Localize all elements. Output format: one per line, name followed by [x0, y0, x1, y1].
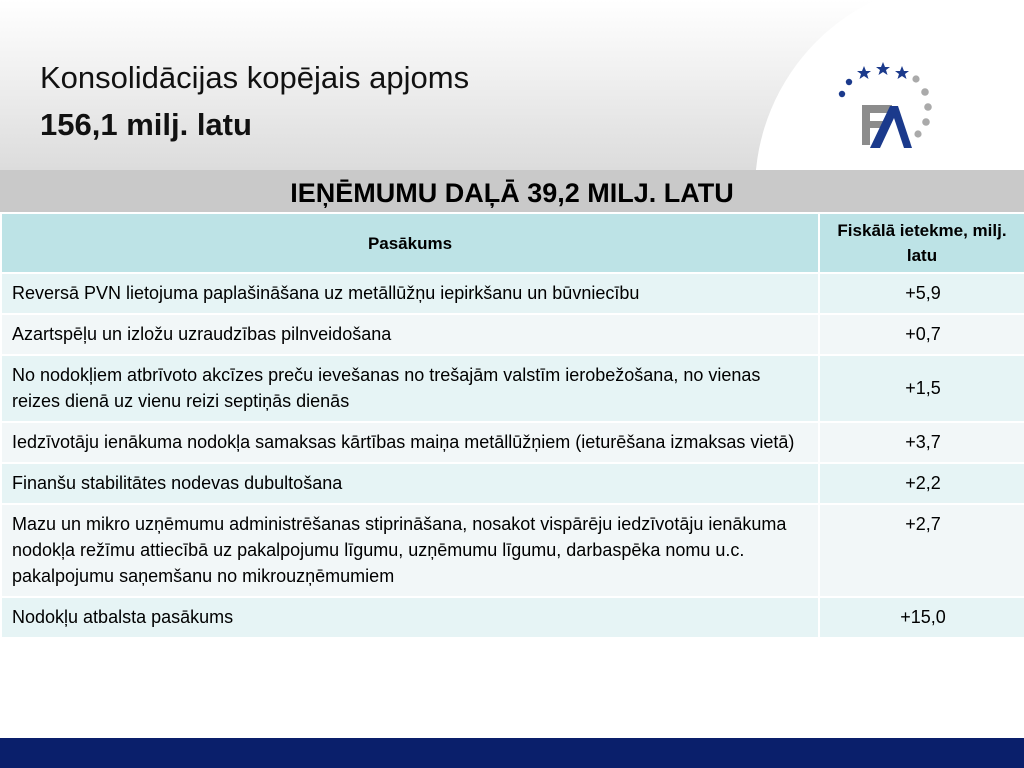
table-row: [1, 422, 1024, 463]
fm-logo-icon: [830, 58, 940, 158]
measure-cell: Azartspēļu un izložu uzraudzības pilnveidošana: [1, 314, 819, 355]
slide-title: Konsolidācijas kopējais apjoms: [40, 60, 470, 95]
column-header-fiscal-effect: Fiskālā ietekme, milj. latu: [819, 213, 1024, 273]
table-row: [1, 273, 1024, 314]
section-title-bar: IEŅĒMUMU DAĻĀ 39,2 MILJ. LATU: [0, 170, 1024, 212]
effect-cell: +15,0: [819, 597, 1024, 638]
measure-cell: Iedzīvotāju ienākuma nodokļa samaksas kārtības maiņa metāllūžņiem (ieturēšana izmaksas vietā): [1, 422, 819, 463]
footer-bar: [0, 738, 1024, 768]
effect-cell: +5,9: [819, 273, 1024, 314]
slide-total: 156,1 milj. latu: [40, 107, 252, 142]
column-header-measure: Pasākums: [1, 213, 819, 273]
table-row: [1, 504, 1024, 597]
measure-cell: No nodokļiem atbrīvoto akcīzes preču ievešanas no trešajām valstīm ierobežošana, no vienas reizes dienā uz vienu reizi septiņās dienās: [1, 355, 819, 422]
table-row: [1, 355, 1024, 422]
effect-cell: +1,5: [819, 355, 1024, 422]
fm-monogram: [862, 105, 912, 148]
table-row: [1, 463, 1024, 504]
measure-cell: Reversā PVN lietojuma paplašināšana uz metāllūžņu iepirkšanu un būvniecību: [1, 273, 819, 314]
effect-cell: +0,7: [819, 314, 1024, 355]
effect-cell: +2,2: [819, 463, 1024, 504]
table-row: [1, 314, 1024, 355]
effect-cell: +2,7: [819, 504, 1024, 597]
measures-table: [0, 212, 1024, 639]
table-header-row: [1, 213, 1024, 273]
slide-header: [0, 0, 1024, 170]
measure-cell: Nodokļu atbalsta pasākums: [1, 597, 819, 638]
table-row: [1, 597, 1024, 638]
measure-cell: Mazu un mikro uzņēmumu administrēšanas stiprināšana, nosakot vispārēju iedzīvotāju ienākuma nodokļa režīmu attiecībā uz pakalpojumu līgumu, uzņēmumu līgumu, darbaspēka nomu u.c. pakalpojumu saņemšanu no mikrouzņēmumiem: [1, 504, 819, 597]
effect-cell: +3,7: [819, 422, 1024, 463]
measure-cell: Finanšu stabilitātes nodevas dubultošana: [1, 463, 819, 504]
